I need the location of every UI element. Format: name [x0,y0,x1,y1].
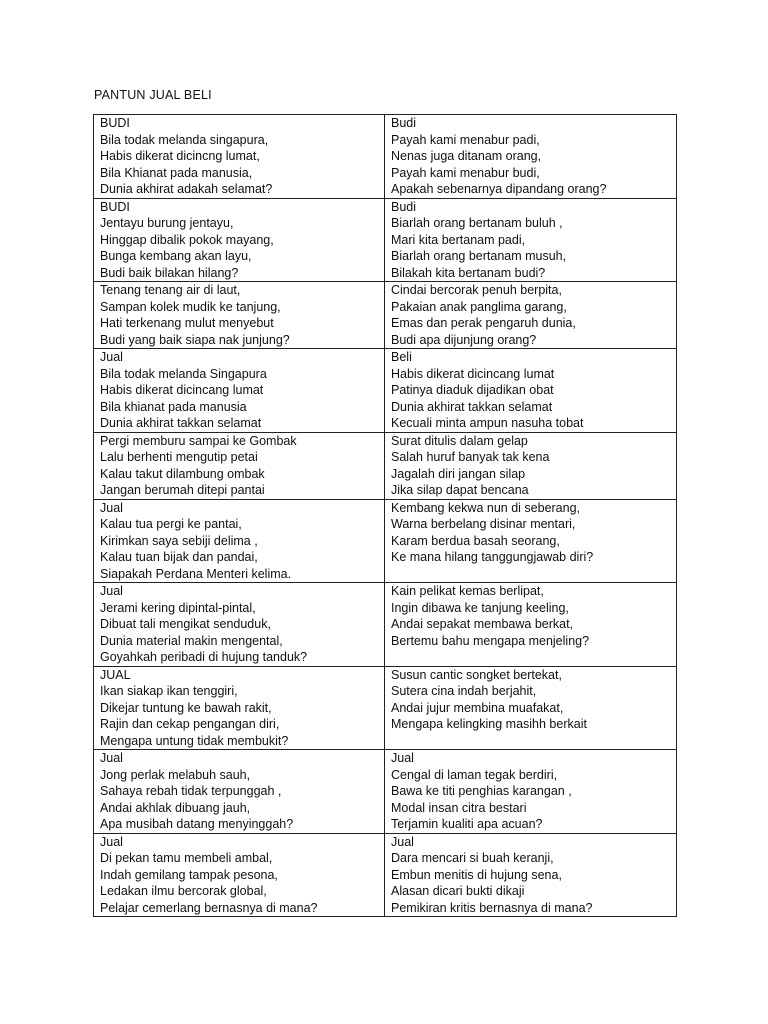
pantun-line: Hati terkenang mulut menyebut [100,316,274,330]
pantun-line: Dunia material makin mengental, [100,633,283,648]
pantun-line: Jagalah diri jangan silap [391,466,526,481]
pantun-line: Kirimkan saya sebiji delima , [100,533,258,548]
pantun-line: Nenas juga ditanam orang, [391,149,542,163]
pantun-cell-left [94,750,385,834]
pantun-line: Emas dan perak pengaruh dunia, [391,316,576,330]
pantun-line: Susun cantic songket bertekat, [391,667,562,682]
pantun-cell-left [94,432,385,499]
pantun-line: Habis dikerat dicincang lumat [391,366,555,381]
pantun-line: Bertemu bahu mengapa menjeling? [391,633,590,648]
pantun-line: Dunia akhirat takkan selamat [100,416,262,430]
pantun-line: Jual [100,751,123,765]
pantun-line: Bawa ke titi penghias karangan , [391,784,572,798]
pantun-line: Pemikiran kritis bernasnya di mana? [391,900,593,915]
pantun-line: Pakaian anak panglima garang, [391,299,567,314]
pantun-line: Hinggap dibalik pokok mayang, [100,232,274,247]
pantun-line: Surat ditulis dalam gelap [391,433,528,448]
pantun-line: Jual [100,350,123,364]
pantun-line: Kalau tua pergi ke pantai, [100,517,242,531]
pantun-line: Ikan siakap ikan tenggiri, [100,684,238,698]
pantun-cell-left [94,833,385,917]
pantun-line: Habis dikerat dicincang lumat [100,383,264,397]
pantun-line: Budi yang baik siapa nak junjung? [100,332,290,347]
pantun-line: Jentayu burung jentayu, [100,216,234,230]
pantun-line: Pelajar cemerlang bernasnya di mana? [100,900,318,915]
pantun-cell-left [94,349,385,433]
pantun-line: Dunia akhirat takkan selamat [391,399,553,414]
pantun-line: Budi apa dijunjung orang? [391,332,537,347]
pantun-line: Budi [391,116,417,130]
pantun-line: Indah gemilang tampak pesona, [100,867,278,882]
pantun-line: JUAL [100,667,131,682]
pantun-line: Patinya diaduk dijadikan obat [391,383,554,397]
pantun-cell-right [385,499,677,583]
pantun-line: Bunga kembang akan layu, [100,249,252,263]
pantun-line: Ke mana hilang tanggungjawab diri? [391,550,594,564]
pantun-line: Andai sepakat membawa berkat, [391,617,574,631]
pantun-line: Jangan berumah ditepi pantai [100,483,265,497]
pantun-line: Kalau takut dilambung ombak [100,466,265,481]
pantun-line: Bilakah kita bertanam budi? [391,265,546,280]
pantun-line: Bila khianat pada manusia [100,399,247,414]
pantun-cell-right [385,115,677,199]
pantun-line: Warna berbelang disinar mentari, [391,517,576,531]
pantun-line: Modal insan citra bestari [391,800,527,815]
pantun-row [94,282,677,349]
pantun-cell-left [94,583,385,667]
pantun-line: BUDI [100,199,130,214]
pantun-line: Sutera cina indah berjahit, [391,684,537,698]
pantun-line: Sampan kolek mudik ke tanjung, [100,299,281,314]
pantun-line: Kalau tuan bijak dan pandai, [100,550,258,564]
pantun-line: Habis dikerat dicincng lumat, [100,149,260,163]
pantun-line: Rajin dan cekap pengangan diri, [100,717,280,731]
pantun-line: Jual [100,584,123,598]
pantun-line: Budi baik bilakan hilang? [100,265,239,280]
pantun-table-body [94,115,677,917]
pantun-cell-right [385,198,677,282]
pantun-row [94,349,677,433]
pantun-line: Biarlah orang bertanam musuh, [391,249,567,263]
pantun-line: Kecuali minta ampun nasuha tobat [391,416,584,430]
pantun-line: BUDI [100,116,130,130]
pantun-line: Jual [391,751,414,765]
pantun-cell-right [385,432,677,499]
pantun-line: Andai akhlak dibuang jauh, [100,800,251,815]
pantun-line: Cindai bercorak penuh berpita, [391,283,562,297]
pantun-line: Mengapa kelingking masihh berkait [391,717,587,731]
pantun-line: Salah huruf banyak tak kena [391,450,550,464]
pantun-line: Jong perlak melabuh sauh, [100,767,251,782]
pantun-line: Bila todak melanda Singapura [100,366,267,381]
pantun-line: Kain pelikat kemas berlipat, [391,584,544,598]
pantun-line: Tenang tenang air di laut, [100,283,241,297]
pantun-line: Di pekan tamu membeli ambal, [100,851,273,865]
pantun-cell-right [385,833,677,917]
pantun-line: Dunia akhirat adakah selamat? [100,182,273,196]
document-title: PANTUN JUAL BELI [94,88,212,102]
pantun-row [94,115,677,199]
pantun-line: Jual [100,834,123,849]
pantun-cell-right [385,666,677,750]
pantun-row [94,750,677,834]
pantun-row [94,499,677,583]
pantun-table [93,114,677,917]
pantun-row [94,833,677,917]
pantun-cell-left [94,198,385,282]
pantun-line: Apa musibah datang menyinggah? [100,817,294,831]
pantun-cell-left [94,115,385,199]
pantun-line: Apakah sebenarnya dipandang orang? [391,182,607,196]
pantun-line: Jerami kering dipintal-pintal, [100,600,256,615]
pantun-line: Pergi memburu sampai ke Gombak [100,433,297,448]
pantun-line: Bila todak melanda singapura, [100,132,269,147]
pantun-line: Payah kami menabur budi, [391,165,540,180]
pantun-row [94,583,677,667]
pantun-line: Jual [391,834,414,849]
pantun-line: Sahaya rebah tidak terpunggah , [100,784,282,798]
pantun-cell-left [94,666,385,750]
pantun-line: Ingin dibawa ke tanjung keeling, [391,600,569,615]
pantun-cell-right [385,349,677,433]
pantun-row [94,432,677,499]
pantun-line: Cengal di laman tegak berdiri, [391,767,558,782]
pantun-line: Lalu berhenti mengutip petai [100,450,258,464]
pantun-line: Terjamin kualiti apa acuan? [391,817,543,831]
pantun-cell-left [94,499,385,583]
pantun-line: Ledakan ilmu bercorak global, [100,884,267,898]
pantun-line: Siapakah Perdana Menteri kelima. [100,566,292,581]
pantun-row [94,666,677,750]
pantun-line: Dara mencari si buah keranji, [391,851,554,865]
pantun-line: Mari kita bertanam padi, [391,232,526,247]
pantun-line: Dibuat tali mengikat senduduk, [100,617,271,631]
pantun-line: Jual [100,500,123,515]
pantun-line: Beli [391,350,412,364]
pantun-line: Mengapa untung tidak membukit? [100,733,289,748]
pantun-line: Embun menitis di hujung sena, [391,867,562,882]
pantun-cell-right [385,750,677,834]
pantun-row [94,198,677,282]
pantun-line: Kembang kekwa nun di seberang, [391,500,581,515]
pantun-line: Budi [391,199,417,214]
pantun-line: Goyahkah peribadi di hujung tanduk? [100,650,308,664]
pantun-line: Jika silap dapat bencana [391,483,529,497]
pantun-cell-right [385,282,677,349]
pantun-cell-right [385,583,677,667]
pantun-line: Alasan dicari bukti dikaji [391,884,525,898]
pantun-line: Karam berdua basah seorang, [391,533,560,548]
pantun-line: Dikejar tuntung ke bawah rakit, [100,700,272,715]
pantun-line: Andai jujur membina muafakat, [391,700,564,715]
pantun-line: Bila Khianat pada manusia, [100,165,253,180]
pantun-line: Biarlah orang bertanam buluh , [391,216,563,230]
pantun-cell-left [94,282,385,349]
pantun-line: Payah kami menabur padi, [391,132,540,147]
